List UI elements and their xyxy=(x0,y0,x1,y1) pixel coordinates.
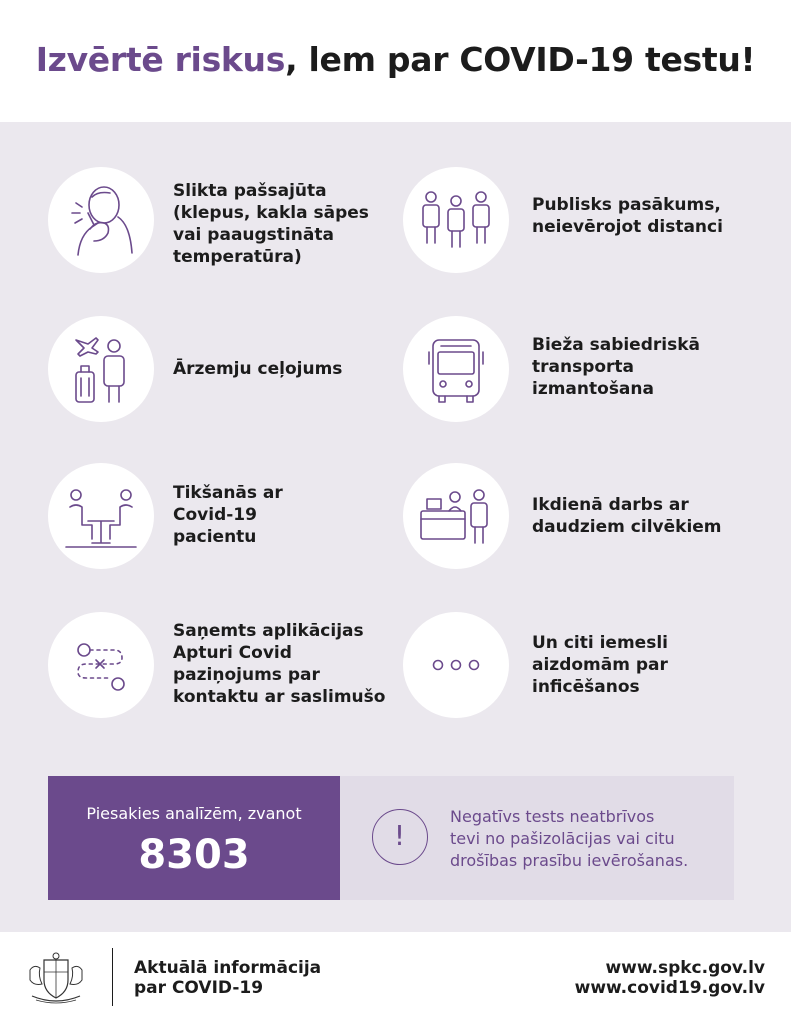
crowd-icon xyxy=(403,167,509,273)
risk-label-transport: Bieža sabiedriskā transporta izmantošana xyxy=(532,335,700,399)
risk-label-app-notification: Saņemts aplikācijas Apturi Covid paziņojums par kontaktu ar saslimušo xyxy=(173,621,386,707)
risk-label-public-event: Publisks pasākums, neievērojot distanci xyxy=(532,195,723,237)
bus-icon xyxy=(403,316,509,422)
travel-icon xyxy=(48,316,154,422)
link-covid19[interactable]: www.covid19.gov.lv xyxy=(574,978,765,998)
risk-label-other: Un citi iemesli aizdomām par inficēšanos xyxy=(532,633,668,697)
risk-label-travel: Ārzemju ceļojums xyxy=(173,359,343,379)
more-dots-icon xyxy=(403,612,509,718)
title-rest: , lem par COVID-19 testu! xyxy=(285,40,756,79)
footer-divider xyxy=(112,948,113,1006)
title-accent: Izvērtē riskus xyxy=(35,40,286,79)
risk-label-covid-contact: Tikšanās ar Covid-19 pacientu xyxy=(173,483,283,547)
coughing-person-icon xyxy=(48,167,154,273)
footer-info: Aktuālā informācija par COVID-19 xyxy=(134,958,322,998)
contact-trace-icon xyxy=(48,612,154,718)
exclamation-icon: ! xyxy=(372,809,428,865)
note-text: Negatīvs tests neatbrīvos tevi no pašizolācijas vai citu drošības prasību ievērošanas. xyxy=(450,807,689,870)
meeting-icon xyxy=(48,463,154,569)
call-box xyxy=(48,776,340,900)
footer-links xyxy=(575,958,765,998)
call-label: Piesakies analīzēm, zvanot xyxy=(86,804,302,823)
phone-number[interactable]: 8303 xyxy=(138,832,250,878)
note-box xyxy=(340,776,734,900)
risk-label-symptoms: Slikta pašsajūta (klepus, kakla sāpes vai paaugstināta temperatūra) xyxy=(173,181,369,267)
risk-label-work: Ikdienā darbs ar daudziem cilvēkiem xyxy=(532,495,722,537)
reception-desk-icon xyxy=(403,463,509,569)
link-spkc[interactable]: www.spkc.gov.lv xyxy=(605,958,765,978)
latvian-coat-of-arms-icon xyxy=(24,950,88,1006)
page-title xyxy=(0,40,791,79)
